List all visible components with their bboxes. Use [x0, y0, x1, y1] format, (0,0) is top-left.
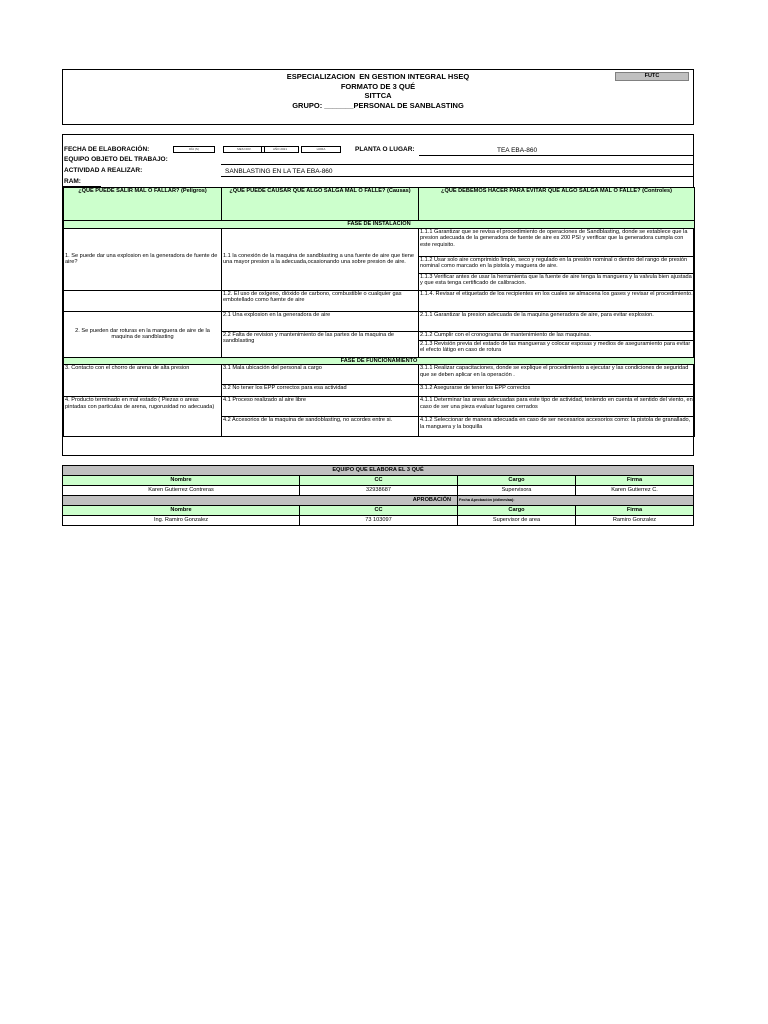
- header-cc: CC: [300, 476, 458, 486]
- team-title-row: [63, 466, 694, 476]
- col-peligros-header: ¿QUÉ PUEDE SALIR MAL O FALLAR? (Peligros): [64, 188, 222, 221]
- cause-3-1: 3.1 Mala ubicación del personal a cargo: [222, 365, 419, 385]
- control-4-1-1: 4.1.1 Determinar las areas adecuadas para este tipo de actividad, teniendo en cuenta el sentido del viento, en caso de ser una pieza evaluar lugares cerrados: [419, 397, 695, 417]
- ram-label: RAM:: [64, 178, 81, 185]
- approval-title: APROBACIÓN: [63, 496, 458, 506]
- hazard-1-cont: [64, 290, 222, 311]
- header-firma: Firma: [576, 476, 694, 486]
- date-hour-box[interactable]: HORA: [301, 146, 341, 153]
- control-2-1-1: 2.1.1 Garantizar la presion adecuada de la maquina generadora de aire, para evitar explosion.: [419, 311, 695, 331]
- control-1-1-4: 1.1.4. Revisar el etiquetado de los recipientes en los cuales se almacena los gases y revisar el procedimiento.: [419, 290, 695, 311]
- control-2-1-2: 2.1.2 Cumplir con el cronograma de mantenimiento de las maquinas.: [419, 331, 695, 340]
- approval-header-row: [63, 506, 694, 516]
- phase-row-funcionamiento: [64, 357, 695, 365]
- actividad-value: SANBLASTING EN LA TEA EBA-860: [225, 168, 333, 175]
- team-cargo[interactable]: Supervisora: [458, 486, 576, 496]
- team-title: EQUIPO QUE ELABORA EL 3 QUÉ: [63, 466, 694, 476]
- cause-2-2: 2.2 Falta de revision y mantenimiento de las partes de la maquina de sandblasting: [222, 331, 419, 357]
- title-line-2: FORMATO DE 3 QUÉ: [340, 81, 416, 91]
- equipo-line: [221, 164, 694, 165]
- approval-date-label: Fecha Aprobación (dd/mm/aa):: [458, 496, 694, 506]
- date-year-box[interactable]: AÑO 2021: [261, 146, 299, 153]
- cause-1-1: 1.1 la conexión de la maquina de sandblasting a una fuente de aire que tiene una mayor presion a la adecuada,ocasionando una sobre presion de aire.: [222, 228, 419, 290]
- approval-cc[interactable]: 73 103097: [300, 516, 458, 526]
- equipo-label: EQUIPO OBJETO DEL TRABAJO:: [64, 156, 168, 163]
- cause-4-1: 4.1 Proceso realizado al aire libre: [222, 397, 419, 417]
- team-header-row: [63, 476, 694, 486]
- table-row: [63, 516, 694, 526]
- header-nombre: Nombre: [63, 476, 300, 486]
- hazard-3: 3. Contacto con el chorro de arena de alta presion: [64, 365, 222, 397]
- three-what-table: [63, 187, 695, 437]
- col-controles-header: ¿QUÉ DEBEMOS HACER PARA EVITAR QUE ALGO SALGA MAL O FALLE? (Controles): [419, 188, 695, 221]
- header-cc: CC: [300, 506, 458, 516]
- control-1-1-1: 1.1.1 Garantizar que se revisa el procedimiento de operaciones de Sandblasting, donde se establece que la presion adecuada de la generadora de fuente de aire es 200 PSI y verificar que la generadora cumpla con este requisito.: [419, 228, 695, 256]
- control-1-1-2: 1.1.2 Usar solo aire comprimido limpio, seco y regulado en la presión nominal o dentro del rango de presión nominal como marcado en la pistola y maguera de aire.: [419, 256, 695, 273]
- planta-value: TEA EBA-860: [497, 147, 538, 154]
- table-row: [64, 397, 695, 417]
- planta-line: [419, 155, 694, 156]
- date-day-box[interactable]: DÍA (S): [173, 146, 215, 153]
- form-code: FUTC: [615, 72, 689, 81]
- approval-nombre[interactable]: Ing. Ramiro Gonzalez: [63, 516, 300, 526]
- control-1-1-3: 1.1.3 Verificar antes de usar la herramienta que la fuente de aire tenga la manguera y la valvula bien ajustada y que esta tenga certificado de calibracion.: [419, 273, 695, 290]
- control-3-1-1: 3.1.1 Realizar capacitaciones, donde se explique el procedimiento a ejecutar y las condiciones de seguridad que se deben aplicar en la operación .: [419, 365, 695, 385]
- actividad-label: ACTIVIDAD A REALIZAR:: [64, 167, 143, 174]
- table-row: [63, 486, 694, 496]
- team-nombre[interactable]: Karen Gutierrez Contreras: [63, 486, 300, 496]
- header-nombre: Nombre: [63, 506, 300, 516]
- fecha-label: FECHA DE ELABORACIÓN:: [64, 146, 150, 153]
- team-cc[interactable]: 32938687: [300, 486, 458, 496]
- approval-firma[interactable]: Ramiro Gonzalez: [576, 516, 694, 526]
- cause-4-2: 4.2 Accesorios de la maquina de sandoblasting, no acordes entre si.: [222, 417, 419, 437]
- cause-3-2: 3.2 No tener los EPP correctos para esa actividad: [222, 385, 419, 397]
- header-firma: Firma: [576, 506, 694, 516]
- hazard-2: 2. Se pueden dar roturas en la manguera de aire de la maquina de sandblasting: [64, 311, 222, 357]
- table-row: [64, 365, 695, 385]
- phase-instalacion: FASE DE INSTALACION: [64, 221, 695, 229]
- title-line-4: GRUPO: _______PERSONAL DE SANBLASTING: [292, 100, 464, 110]
- approval-cargo[interactable]: Supervisor de area: [458, 516, 576, 526]
- form-body: [62, 134, 694, 456]
- actividad-line: [221, 176, 694, 177]
- col-causas-header: ¿QUÉ PUEDE CAUSAR QUE ALGO SALGA MAL O FALLE? (Causas): [222, 188, 419, 221]
- control-4-1-2: 4.1.2 Seleccionar de manera adecuada en caso de ser necesarios accesorios como: la pistola de granallado, la manguera y la boquilla: [419, 417, 695, 437]
- hazard-4: 4. Producto terminado en mal estado ( Piezas o areas pintadas con particulas de arena, rugorusidad no adecuada): [64, 397, 222, 437]
- title-line-1: ESPECIALIZACION EN GESTION INTEGRAL HSEQ: [286, 72, 470, 81]
- form-header: [62, 69, 694, 125]
- table-row: [64, 311, 695, 331]
- approval-title-row: [63, 496, 694, 506]
- header-cargo: Cargo: [458, 506, 576, 516]
- phase-row-instalacion: [64, 221, 695, 229]
- title-line-3: SITTCA: [364, 91, 392, 100]
- cause-1-2: 1.2. El uso de oxígeno, dióxido de carbono, combustible o cualquier gas embotellado como fuente de aire: [222, 290, 419, 311]
- hazard-1: 1. Se puede dar una explosion en la generadora de fuente de aire?: [64, 228, 222, 290]
- team-firma[interactable]: Karen Gutierrez C.: [576, 486, 694, 496]
- form-title: [63, 72, 693, 110]
- phase-funcionamiento: FASE DE FUNCIONAMIENTO: [64, 357, 695, 365]
- table-row: [64, 228, 695, 256]
- cause-2-1: 2.1 Una explosion en la generadora de aire: [222, 311, 419, 331]
- planta-label: PLANTA O LUGAR:: [355, 146, 415, 153]
- control-2-1-3: 2.1.3 Revisión previa del estado de las mangueras y colocar esposas y medios de aseguramiento para evitar el efecto látigo en caso de rotura: [419, 340, 695, 357]
- header-cargo: Cargo: [458, 476, 576, 486]
- table-header-row: [64, 188, 695, 221]
- date-month-box[interactable]: MES NOV: [223, 146, 265, 153]
- table-row: [64, 290, 695, 311]
- control-3-1-2: 3.1.2 Asegurarse de tener los EPP correctos: [419, 385, 695, 397]
- signoff-table: [62, 465, 694, 526]
